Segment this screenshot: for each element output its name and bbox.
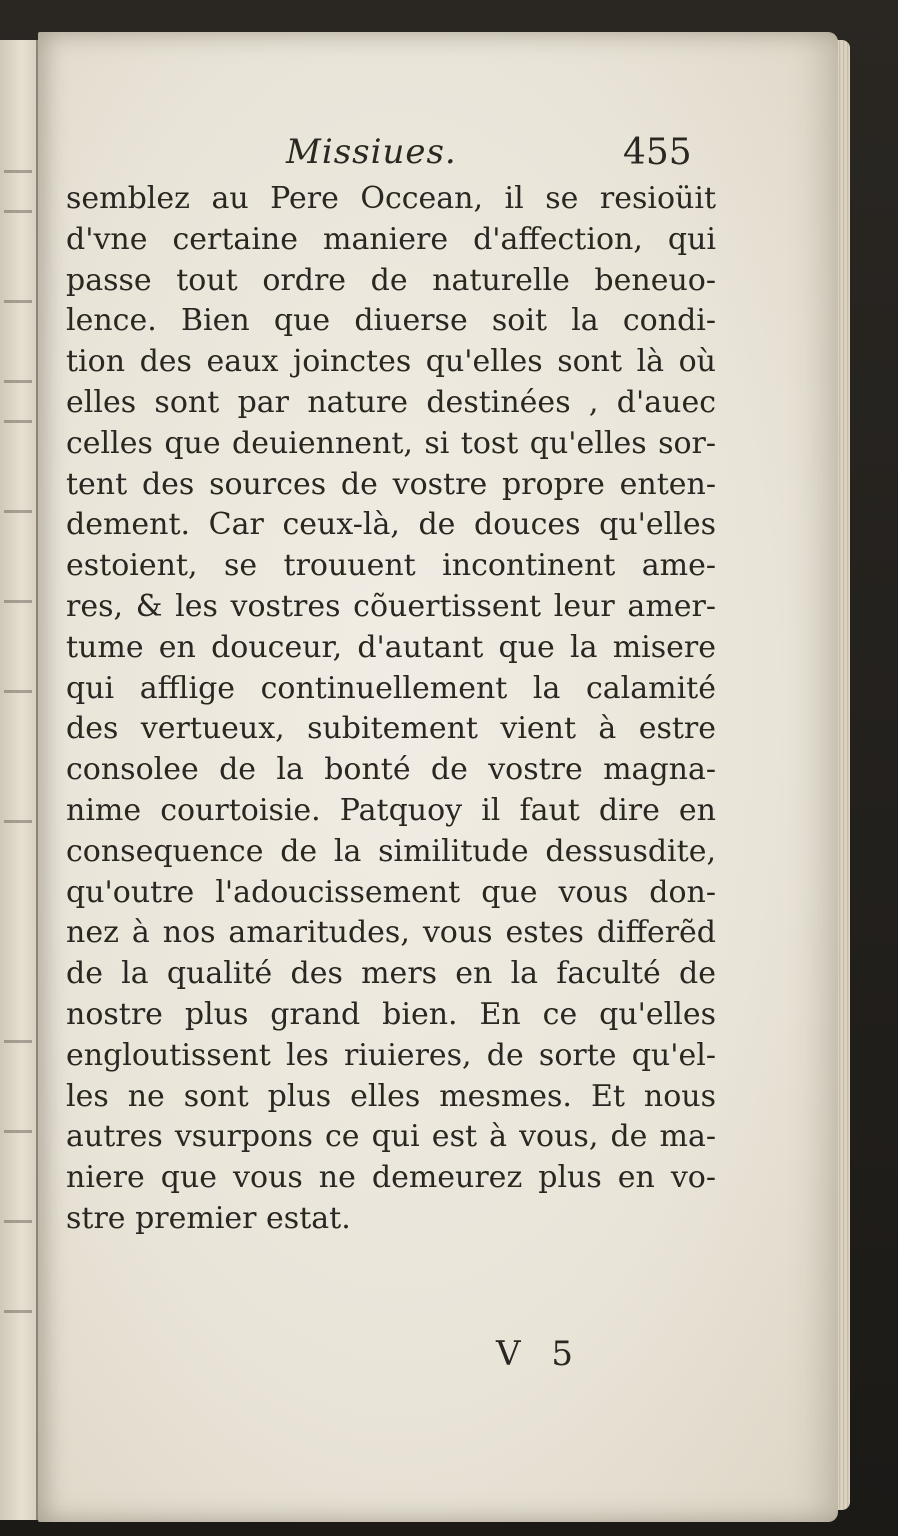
page-number: 455	[623, 132, 692, 173]
text-line: d'vne certaine maniere d'affection, qui	[66, 221, 716, 257]
book-page	[38, 32, 838, 1522]
text-line: tume en douceur, d'autant que la misere	[66, 629, 716, 665]
text-line: celles que deuiennent, si tost qu'elles sor-	[66, 425, 716, 461]
text-line: nime courtoisie. Patquoy il faut dire en	[66, 792, 716, 828]
text-line: nostre plus grand bien. En ce qu'elles	[66, 996, 716, 1032]
page-header	[38, 132, 838, 180]
text-line: consolee de la bonté de vostre magna-	[66, 752, 716, 788]
text-line: tion des eaux joinctes qu'elles sont là où	[66, 344, 716, 380]
text-line: consequence de la similitude dessusdite,	[66, 833, 716, 869]
adjacent-page	[0, 40, 38, 1520]
body-text	[66, 179, 716, 1240]
text-line: passe tout ordre de naturelle beneuo-	[66, 262, 716, 298]
signature-mark: V 5	[496, 1334, 583, 1374]
text-line: semblez au Pere Occean, il se resioüit	[66, 181, 716, 216]
text-line: de la qualité des mers en la faculté de	[66, 956, 716, 992]
text-line: engloutissent les riuieres, de sorte qu'el-	[66, 1037, 716, 1073]
text-line: les ne sont plus elles mesmes. Et nous	[66, 1078, 716, 1114]
text-line: des vertueux, subitement vient à estre	[66, 711, 716, 747]
text-line: lence. Bien que diuerse soit la condi-	[66, 303, 716, 339]
text-line: dement. Car ceux-là, de douces qu'elles	[66, 507, 716, 543]
text-line: qui afflige continuellement la calamité	[66, 670, 716, 706]
text-line: autres vsurpons ce qui est à vous, de ma-	[66, 1119, 716, 1155]
text-line: niere que vous ne demeurez plus en vo-	[66, 1160, 716, 1196]
text-line: nez à nos amaritudes, vous estes differẽd	[66, 915, 716, 951]
running-title: Missiues.	[286, 132, 457, 172]
text-line: tent des sources de vostre propre enten-	[66, 466, 716, 502]
text-line: stre premier estat.	[66, 1200, 351, 1236]
text-line: qu'outre l'adoucissement que vous don-	[66, 874, 716, 910]
text-line: res, & les vostres cõuertissent leur amer-	[66, 588, 716, 624]
text-line: elles sont par nature destinées , d'auec	[66, 384, 716, 420]
text-line: estoient, se trouuent incontinent ame-	[66, 548, 716, 584]
